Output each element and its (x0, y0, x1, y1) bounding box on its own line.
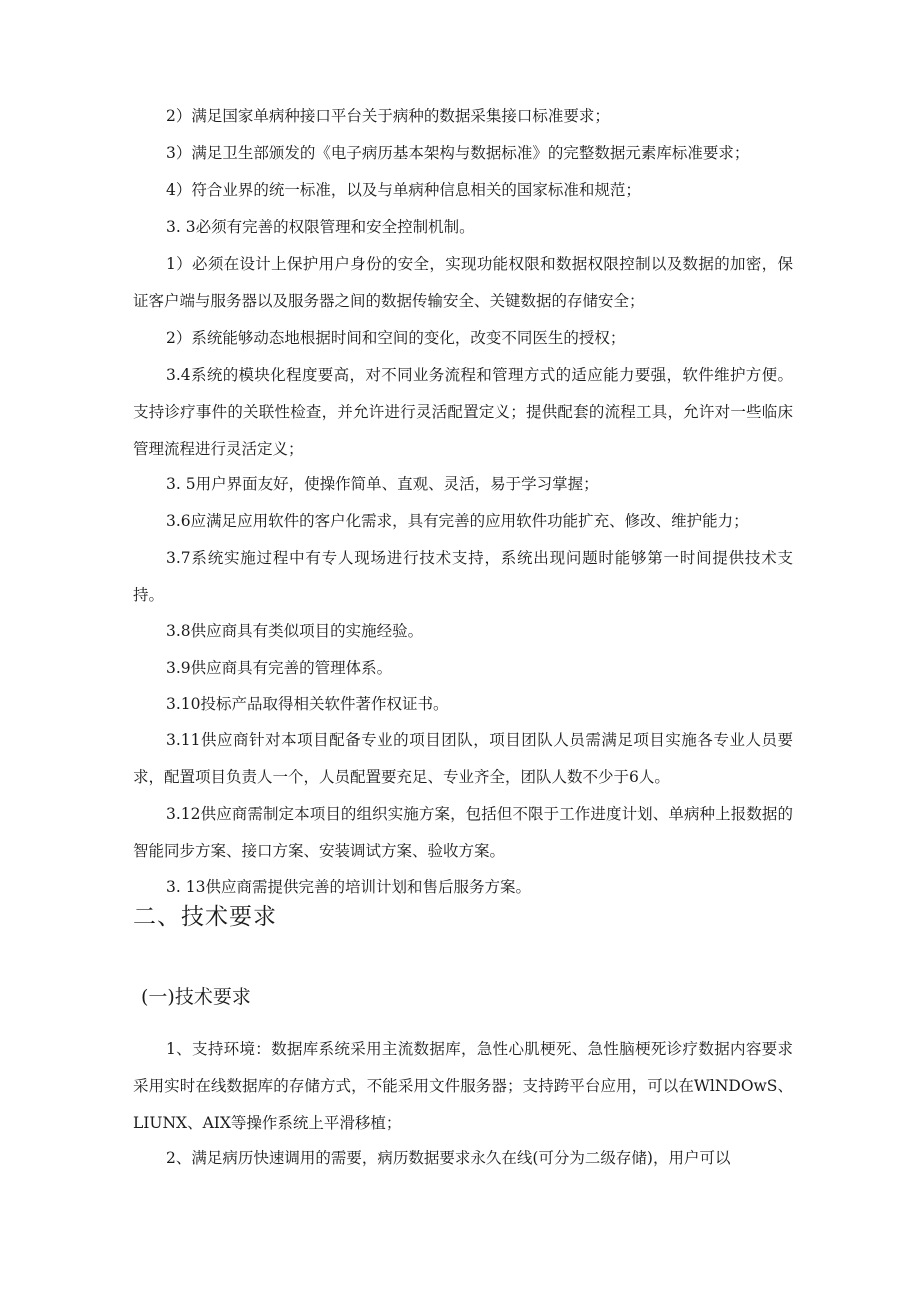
paragraph-3-11-team: 3.11供应商针对本项目配备专业的项目团队，项目团队人员需满足项目实施各专业人员要求，配置项目负责人一个，人员配置要充足、专业齐全，团队人数不少于6人。 (133, 731, 793, 786)
paragraph-emr-standard: 3）满足卫生部颁发的《电子病历基本架构与数据标准》的完整数据元素库标准要求； (166, 144, 750, 162)
subsection-heading: (一)技术要求 (141, 986, 251, 1008)
paragraph-industry-standard: 4）符合业界的统一标准，以及与单病种信息相关的国家标准和规范； (166, 181, 641, 199)
paragraph-3-13-training: 3. 13供应商需提供完善的培训计划和售后服务方案。 (166, 878, 531, 896)
paragraph-dynamic-authorization: 2）系统能够动态地根据时间和空间的变化，改变不同医生的授权； (166, 329, 626, 347)
paragraph-3-8-experience: 3.8供应商具有类似项目的实施经验。 (166, 622, 424, 640)
paragraph-3-4-modular: 3.4系统的模块化程度要高，对不同业务流程和管理方式的适应能力要强，软件维护方便。支持诊疗事件的关联性检查，并允许进行灵活配置定义；提供配套的流程工具，允许对一些临床管理流程进行灵活定义； (133, 366, 793, 458)
paragraph-3-7-support: 3.7系统实施过程中有专人现场进行技术支持，系统出现问题时能够第一时间提供技术支持。 (133, 549, 793, 604)
paragraph-3-10-copyright: 3.10投标产品取得相关软件著作权证书。 (166, 695, 449, 713)
paragraph-3-9-management: 3.9供应商具有完善的管理体系。 (166, 659, 393, 677)
paragraph-identity-security: 1）必须在设计上保护用户身份的安全，实现功能权限和数据权限控制以及数据的加密，保证客户端与服务器以及服务器之间的数据传输安全、关键数据的存储安全； (133, 255, 793, 310)
paragraph-3-5-ui: 3. 5用户界面友好，使操作简单、直观、灵活，易于学习掌握； (166, 475, 599, 493)
paragraph-3-6-customization: 3.6应满足应用软件的客户化需求，具有完善的应用软件功能扩充、修改、维护能力； (166, 512, 749, 530)
paragraph-support-environment: 1、支持环境：数据库系统采用主流数据库，急性心肌梗死、急性脑梗死诊疗数据内容要求采用实时在线数据库的存储方式，不能采用文件服务器；支持跨平台应用，可以在WlNDOwS、LIUNX、AIX等操作系统上平滑移植； (133, 1040, 793, 1132)
paragraph-3-3-permission: 3. 3必须有完善的权限管理和安全控制机制。 (166, 218, 475, 236)
paragraph-3-12-plan: 3.12供应商需制定本项目的组织实施方案，包括但不限于工作进度计划、单病种上报数据的智能同步方案、接口方案、安装调试方案、验收方案。 (133, 805, 793, 860)
section-heading: 二、技术要求 (133, 904, 277, 930)
paragraph-interface-standard: 2）满足国家单病种接口平台关于病种的数据采集接口标准要求； (166, 107, 610, 125)
paragraph-record-retrieval: 2、满足病历快速调用的需要，病历数据要求永久在线(可分为二级存储)，用户可以 (166, 1149, 731, 1167)
